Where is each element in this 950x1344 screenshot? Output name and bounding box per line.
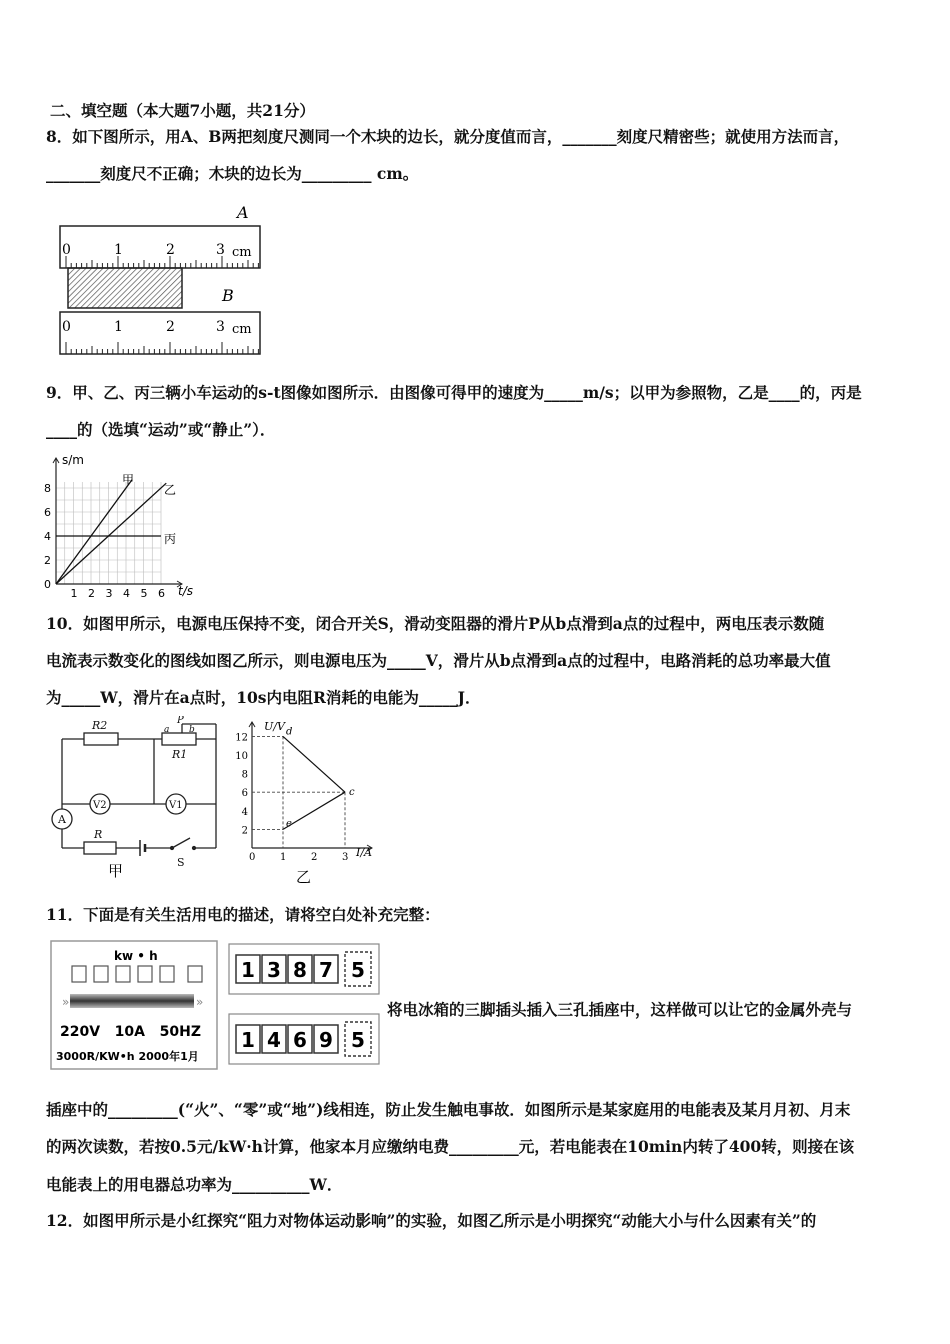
ruler-b-tick-0: 0	[62, 319, 71, 335]
st-xtick: 4	[123, 587, 130, 600]
circuit-a-label: a	[164, 725, 170, 735]
ui-ytick: 8	[241, 769, 248, 781]
reading1-digit-3: 7	[319, 958, 333, 982]
voltmeter-v2: V2	[93, 800, 107, 811]
q12-line1: 12．如图甲所示是小红探究“阻力对物体运动影响”的实验，如图乙所示是小明探究“动能大小与什么因素有关”的	[46, 1211, 817, 1230]
st-ytick: 6	[44, 506, 51, 519]
st-xtick: 2	[88, 587, 95, 600]
q11-line3: 的两次读数，若按0.5元/kW·h计算，他家本月应缴纳电费_________元，若电能表在10min内转了400转，则接在该	[46, 1137, 855, 1156]
ui-xtick: 2	[311, 852, 318, 863]
ui-caption: 乙	[296, 868, 312, 886]
ruler-b-tick-3: 3	[216, 319, 225, 335]
ui-point-label-d: d	[286, 726, 293, 738]
st-chart	[40, 450, 210, 602]
meter-specs: 220V 10A 50HZ	[60, 1024, 201, 1040]
ui-ytick: 6	[241, 788, 248, 800]
reading2-digit-3: 9	[319, 1028, 333, 1052]
circuit-b-label: b	[189, 725, 195, 735]
svg-text:»: »	[62, 995, 70, 1009]
st-xtick: 3	[105, 587, 113, 600]
ruler-a-tick-2: 2	[166, 242, 175, 258]
ui-ytick: 10	[235, 751, 248, 762]
reading2-digit-0: 1	[241, 1028, 255, 1052]
st-series-label-yi: 乙	[164, 483, 177, 497]
energy-meter	[50, 940, 218, 1070]
ui-ytick: 2	[241, 825, 248, 837]
st-series-label-bing: 丙	[164, 532, 177, 546]
q9-line2: ____的（选填“运动”或“静止”）．	[46, 420, 276, 439]
st-series-line-1	[56, 483, 166, 584]
ui-ytick: 4	[241, 806, 248, 818]
reading1-digit-0: 1	[241, 958, 255, 982]
ui-point-label-e: e	[286, 818, 292, 830]
svg-text:»: »	[196, 995, 204, 1009]
ruler-figure	[52, 200, 272, 360]
ruler-a-unit: cm	[232, 245, 252, 260]
ruler-a-tick-0: 0	[62, 242, 71, 258]
circuit-p-label: P	[177, 716, 184, 726]
st-ytick: 0	[44, 578, 51, 591]
ui-xlabel: I/A	[356, 846, 372, 859]
reading1-digit-2: 8	[293, 958, 307, 982]
st-xtick: 6	[158, 587, 165, 600]
circuit-r-label: R	[94, 828, 103, 841]
circuit-caption: 甲	[108, 862, 124, 880]
st-xtick: 5	[140, 587, 148, 600]
ui-xtick: 3	[342, 852, 349, 863]
circuit-r2-label: R2	[92, 719, 108, 732]
meter-reading-start	[228, 943, 380, 995]
q10-line2: 电流表示数变化的图线如图乙所示，则电源电压为_____V，滑片从b点滑到a点的过程中，电路消耗的总功率最大值	[46, 651, 831, 670]
ruler-b-tick-2: 2	[166, 319, 175, 335]
ruler-b-unit: cm	[232, 322, 252, 337]
voltmeter-v1: V1	[169, 800, 183, 811]
st-series-line-0	[56, 480, 132, 584]
st-ytick: 2	[44, 554, 51, 567]
reading2-digit-4: 5	[351, 1028, 365, 1052]
st-series-label-jia: 甲	[122, 473, 135, 487]
meter-reading-end	[228, 1013, 380, 1065]
wood-block	[68, 268, 182, 308]
st-ytick: 8	[44, 482, 51, 495]
reading1-digit-1: 3	[267, 958, 281, 982]
ruler-a-tick-1: 1	[114, 242, 123, 258]
ruler-a-tick-3: 3	[216, 242, 225, 258]
ruler-a-label: A	[237, 203, 249, 222]
ui-series-line-1	[283, 792, 345, 829]
q11-line1: 11．下面是有关生活用电的描述，请将空白处补充完整：	[46, 905, 440, 924]
q11-side-text: 将电冰箱的三脚插头插入三孔插座中，这样做可以让它的金属外壳与	[387, 1000, 853, 1019]
ui-series-line-0	[283, 736, 345, 792]
ruler-b	[60, 312, 260, 354]
ruler-b-label: B	[222, 286, 234, 305]
q10-line3: 为_____W，滑片在a点时，10s内电阻R消耗的电能为_____J．	[46, 688, 481, 707]
q10-line1: 10．如图甲所示，电源电压保持不变，闭合开关S，滑动变阻器的滑片P从b点滑到a点的过程中，两电压表示数随	[46, 614, 825, 633]
st-ylabel: s/m	[62, 453, 84, 467]
reading1-digit-4: 5	[351, 958, 365, 982]
reading2-digit-2: 6	[293, 1028, 307, 1052]
circuit-diagram	[44, 716, 234, 886]
ui-xtick: 1	[280, 852, 287, 863]
ammeter-a: A	[58, 813, 66, 826]
st-ytick: 4	[44, 530, 51, 543]
q8-line1: 8．如下图所示，用A、B两把刻度尺测同一个木块的边长，就分度值而言，_______刻度尺精密些；就使用方法而言，	[46, 127, 850, 146]
ui-ylabel: U/V	[264, 720, 285, 733]
st-xlabel: t/s	[178, 584, 193, 598]
ruler-b-tick-1: 1	[114, 319, 123, 335]
circuit-r1-label: R1	[172, 748, 188, 761]
meter-disc-bar	[70, 994, 194, 1008]
ui-ytick: 12	[235, 732, 248, 744]
reading2-digit-1: 4	[267, 1028, 281, 1052]
section-title: 二、填空题（本大题7小题，共21分）	[50, 101, 315, 120]
q9-line1: 9．甲、乙、丙三辆小车运动的s-t图像如图所示．由图像可得甲的速度为_____m/s；以甲为参照物，乙是____的，丙是	[46, 383, 862, 402]
st-xtick: 1	[70, 587, 78, 600]
ui-graph	[228, 716, 378, 886]
ui-point-label-c: c	[349, 787, 355, 799]
q11-line2: 插座中的_________(“火”、“零”或“地”)线相连，防止发生触电事故．如图所示是某家庭用的电能表及某月月初、月末	[46, 1100, 851, 1119]
meter-footer: 3000R/KW•h 2000年1月	[56, 1050, 199, 1063]
st-grid	[53, 458, 182, 587]
switch-s-label: S	[177, 856, 185, 869]
ruler-a	[60, 226, 260, 268]
q11-line4: 电能表上的用电器总功率为__________W．	[46, 1175, 343, 1194]
q8-line2: _______刻度尺不正确；木块的边长为_________ cm。	[46, 164, 419, 183]
meter-unit: kw • h	[114, 949, 158, 963]
ui-xtick: 0	[249, 852, 256, 863]
